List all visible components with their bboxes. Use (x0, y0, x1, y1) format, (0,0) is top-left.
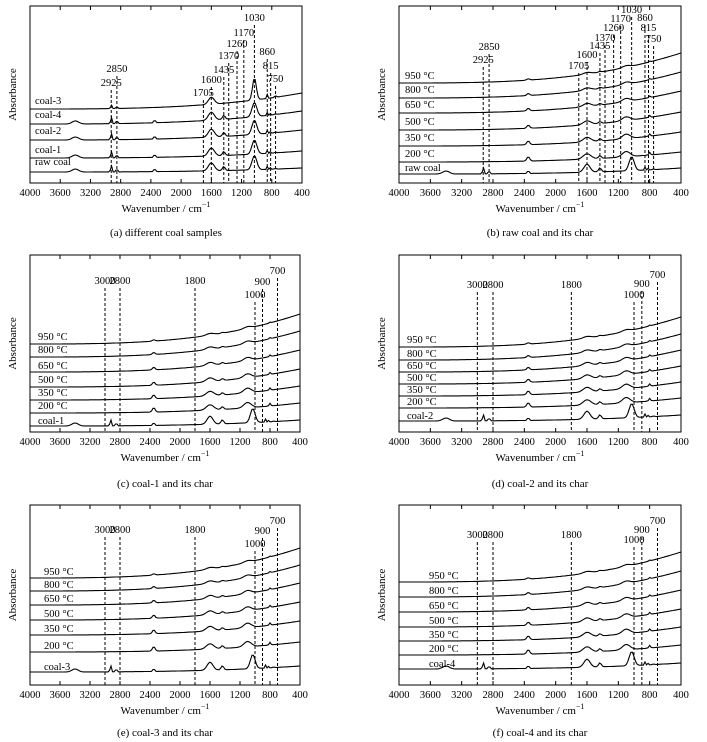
marker-label: 1000 (244, 539, 266, 550)
series-label: 800 °C (38, 345, 68, 356)
y-axis-label: Absorbance (376, 317, 388, 370)
x-tick-label: 400 (292, 690, 308, 701)
spectrum-line (399, 132, 681, 146)
spectrum-line (399, 157, 681, 174)
spectrum-line (30, 121, 302, 140)
x-axis-label-text: Wavenumber / cm (495, 203, 576, 215)
marker-label: 700 (649, 516, 666, 527)
series-label: 800 °C (44, 580, 74, 591)
series-label: 500 °C (405, 117, 435, 128)
marker-label: 2925 (472, 55, 494, 66)
marker-label: 700 (269, 266, 286, 277)
x-tick-label: 2400 (139, 437, 161, 448)
series-label: 950 °C (44, 567, 74, 578)
marker-label: 815 (640, 23, 657, 34)
x-axis-label-unit: −1 (575, 200, 585, 209)
marker-label: 1170 (610, 14, 631, 25)
series-label: 800 °C (407, 349, 437, 360)
series-label: 350 °C (407, 385, 437, 396)
x-tick-label: 1600 (576, 188, 598, 199)
x-axis-label-text: Wavenumber / cm (120, 452, 201, 464)
panel-caption: (e) coal-3 and its char (117, 727, 213, 739)
series-label: coal-2 (407, 411, 434, 422)
panel-caption: (c) coal-1 and its char (117, 478, 213, 490)
series-label: 950 °C (429, 571, 459, 582)
series-label: raw coal (405, 163, 441, 174)
x-axis-label-unit: −1 (575, 449, 585, 458)
spectrum-line (399, 366, 681, 384)
series-label: coal-3 (35, 96, 62, 107)
x-tick-label: 4000 (388, 437, 410, 448)
x-tick-label: 4000 (388, 188, 410, 199)
x-tick-label: 2800 (110, 188, 132, 199)
x-axis-label-text: Wavenumber / cm (495, 705, 576, 717)
series-label: 500 °C (38, 375, 68, 386)
x-tick-label: 800 (641, 690, 658, 701)
x-tick-label: 800 (262, 437, 278, 448)
marker-label: 1000 (623, 290, 645, 301)
y-axis-label: Absorbance (7, 568, 19, 622)
spectrum-line (30, 80, 302, 109)
x-tick-label: 1200 (229, 690, 251, 701)
x-tick-label: 2000 (545, 188, 567, 199)
x-tick-label: 3200 (451, 437, 473, 448)
marker-label: 1435 (589, 41, 611, 52)
marker-label: 1370 (218, 51, 240, 62)
marker-label: 1800 (184, 276, 206, 287)
series-label: 350 °C (429, 630, 459, 641)
spectrum-line (399, 152, 681, 163)
marker-label: 2925 (100, 78, 122, 89)
y-axis-label: Absorbance (376, 68, 388, 121)
marker-label: 900 (633, 525, 650, 536)
spectrum-line (399, 53, 681, 83)
x-axis-label-text: Wavenumber / cm (120, 705, 201, 717)
x-tick-label: 2000 (169, 437, 191, 448)
marker-label: 1705 (568, 61, 590, 72)
x-tick-label: 2000 (170, 188, 192, 199)
y-axis-label: Absorbance (7, 68, 19, 121)
marker-label: 860 (259, 47, 276, 58)
marker-label: 1435 (213, 65, 235, 76)
x-tick-label: 2400 (139, 690, 161, 701)
series-label: 800 °C (429, 586, 459, 597)
spectrum-line (399, 350, 681, 372)
chart-panel-b (376, 5, 689, 239)
series-label: coal-4 (429, 659, 456, 670)
x-axis-label-unit: −1 (201, 200, 211, 209)
marker-label: 1260 (226, 39, 248, 50)
x-tick-label: 800 (641, 188, 658, 199)
x-axis-label-unit: −1 (200, 702, 210, 711)
spectrum-line (30, 314, 300, 344)
marker-label: 900 (254, 526, 271, 537)
x-tick-label: 400 (673, 690, 689, 701)
series-label: 350 °C (405, 133, 435, 144)
marker-label: 1170 (233, 28, 255, 39)
chart-panel-d (376, 255, 689, 490)
spectrum-line (30, 655, 300, 672)
series-label: 800 °C (405, 85, 435, 96)
series-label: coal-4 (35, 110, 62, 121)
marker-label: 1030 (621, 5, 643, 16)
marker-label: 1600 (576, 50, 598, 61)
x-tick-label: 800 (262, 690, 278, 701)
x-tick-label: 4000 (19, 690, 41, 701)
x-tick-label: 2400 (140, 188, 162, 199)
spectrum-line (399, 317, 681, 347)
marker-label: 2850 (478, 42, 500, 53)
x-axis-label (496, 200, 585, 215)
x-tick-label: 800 (263, 188, 280, 199)
x-tick-label: 3600 (49, 437, 71, 448)
series-label: 200 °C (44, 641, 74, 652)
series-label: coal-3 (44, 662, 71, 673)
marker-label: 1705 (192, 88, 214, 99)
x-tick-label: 2400 (513, 437, 535, 448)
x-tick-label: 2000 (169, 690, 191, 701)
marker-label: 2800 (109, 525, 131, 536)
marker-label: 900 (254, 277, 271, 288)
spectrum-line (30, 103, 302, 124)
x-tick-label: 1600 (199, 437, 221, 448)
chart-panel-c (7, 255, 308, 490)
series-label: coal-1 (38, 416, 65, 427)
marker-label: 2800 (482, 280, 504, 291)
series-label: 950 °C (407, 335, 437, 346)
x-tick-label: 2800 (482, 188, 504, 199)
spectrum-line (399, 72, 681, 98)
marker-label: 860 (637, 13, 653, 24)
x-tick-label: 2000 (545, 437, 567, 448)
series-label: 950 °C (38, 332, 68, 343)
chart-panel-f (376, 505, 689, 739)
x-tick-label: 4000 (19, 437, 41, 448)
x-tick-label: 1200 (229, 437, 251, 448)
x-tick-label: 1200 (607, 188, 629, 199)
series-label: 200 °C (429, 644, 459, 655)
series-label: coal-2 (35, 126, 62, 137)
x-axis-label (121, 702, 210, 717)
marker-label: 1000 (623, 535, 645, 546)
x-tick-label: 2000 (545, 690, 567, 701)
panel-caption: (f) coal-4 and its char (492, 727, 588, 739)
marker-label: 2800 (482, 530, 504, 541)
x-axis-label-unit: −1 (200, 449, 210, 458)
x-tick-label: 2400 (513, 188, 535, 199)
marker-label: 900 (633, 279, 650, 290)
x-axis-label (122, 200, 211, 215)
series-label: 200 °C (407, 397, 437, 408)
x-tick-label: 1600 (576, 437, 598, 448)
x-tick-label: 3600 (49, 690, 71, 701)
marker-label: 3000 (94, 276, 116, 287)
series-label: 350 °C (44, 624, 74, 635)
x-axis-label-unit: −1 (575, 702, 585, 711)
marker-label: 2800 (109, 276, 131, 287)
marker-label: 1370 (594, 33, 616, 44)
x-tick-label: 3600 (419, 188, 441, 199)
marker-label: 3000 (466, 280, 488, 291)
x-tick-label: 3200 (79, 690, 101, 701)
chart-panel-e (7, 505, 308, 739)
x-axis-label-text: Wavenumber / cm (495, 452, 576, 464)
marker-label: 1600 (200, 75, 222, 86)
series-label: raw coal (35, 157, 71, 168)
spectrum-line (30, 386, 300, 400)
marker-label: 815 (262, 61, 279, 72)
marker-label: 750 (645, 34, 662, 45)
marker-label: 750 (267, 74, 284, 85)
x-tick-label: 400 (292, 437, 308, 448)
x-tick-label: 4000 (388, 690, 410, 701)
x-tick-label: 1600 (576, 690, 598, 701)
series-label: 500 °C (44, 609, 74, 620)
x-tick-label: 2800 (109, 437, 131, 448)
y-axis-label: Absorbance (7, 317, 19, 370)
x-axis-label (496, 449, 585, 464)
marker-label: 1000 (244, 290, 266, 301)
spectrum-line (30, 141, 302, 158)
x-tick-label: 1600 (199, 690, 221, 701)
series-label: 650 °C (429, 601, 459, 612)
x-tick-label: 1200 (231, 188, 253, 199)
marker-label: 1800 (560, 530, 582, 541)
marker-label: 1800 (560, 280, 582, 291)
series-label: 200 °C (405, 149, 435, 160)
series-label: 500 °C (429, 616, 459, 627)
x-tick-label: 1200 (607, 437, 629, 448)
x-tick-label: 2800 (482, 690, 504, 701)
marker-label: 700 (649, 270, 666, 281)
marker-label: 1030 (243, 13, 265, 24)
x-tick-label: 2800 (482, 437, 504, 448)
x-tick-label: 3200 (79, 188, 101, 199)
marker-label: 3000 (466, 530, 488, 541)
chart-panel-a (7, 6, 310, 239)
x-tick-label: 4000 (19, 188, 41, 199)
x-tick-label: 3200 (79, 437, 101, 448)
spectrum-line (399, 398, 681, 409)
x-tick-label: 2400 (513, 690, 535, 701)
series-label: 650 °C (44, 594, 74, 605)
marker-label: 700 (269, 516, 286, 527)
y-axis-label: Absorbance (376, 568, 388, 622)
x-tick-label: 1600 (200, 188, 222, 199)
x-tick-label: 400 (673, 437, 689, 448)
x-tick-label: 400 (673, 188, 689, 199)
marker-label: 1260 (603, 23, 625, 34)
x-tick-label: 3200 (451, 188, 473, 199)
series-label: 650 °C (407, 361, 437, 372)
series-label: 650 °C (38, 361, 68, 372)
x-axis-label (496, 702, 585, 717)
x-tick-label: 2800 (109, 690, 131, 701)
x-axis-label (121, 449, 210, 464)
x-axis-label-text: Wavenumber / cm (121, 203, 202, 215)
series-label: coal-1 (35, 145, 62, 156)
series-label: 950 °C (405, 71, 435, 82)
panel-caption: (a) different coal samples (110, 227, 222, 239)
spectrum-line (399, 112, 681, 130)
x-tick-label: 3200 (451, 690, 473, 701)
x-tick-label: 400 (294, 188, 310, 199)
marker-label: 2850 (106, 64, 128, 75)
panel-caption: (b) raw coal and its char (486, 227, 594, 239)
x-tick-label: 1200 (607, 690, 629, 701)
spectrum-line (30, 403, 300, 414)
series-label: 500 °C (407, 373, 437, 384)
x-tick-label: 800 (641, 437, 658, 448)
series-label: 200 °C (38, 401, 68, 412)
x-tick-label: 3600 (49, 188, 71, 199)
marker-label: 1800 (184, 525, 206, 536)
series-label: 350 °C (38, 388, 68, 399)
x-tick-label: 3600 (419, 690, 441, 701)
marker-label: 3000 (94, 525, 116, 536)
panel-caption: (d) coal-2 and its char (491, 478, 589, 490)
series-label: 650 °C (405, 100, 435, 111)
x-tick-label: 3600 (419, 437, 441, 448)
